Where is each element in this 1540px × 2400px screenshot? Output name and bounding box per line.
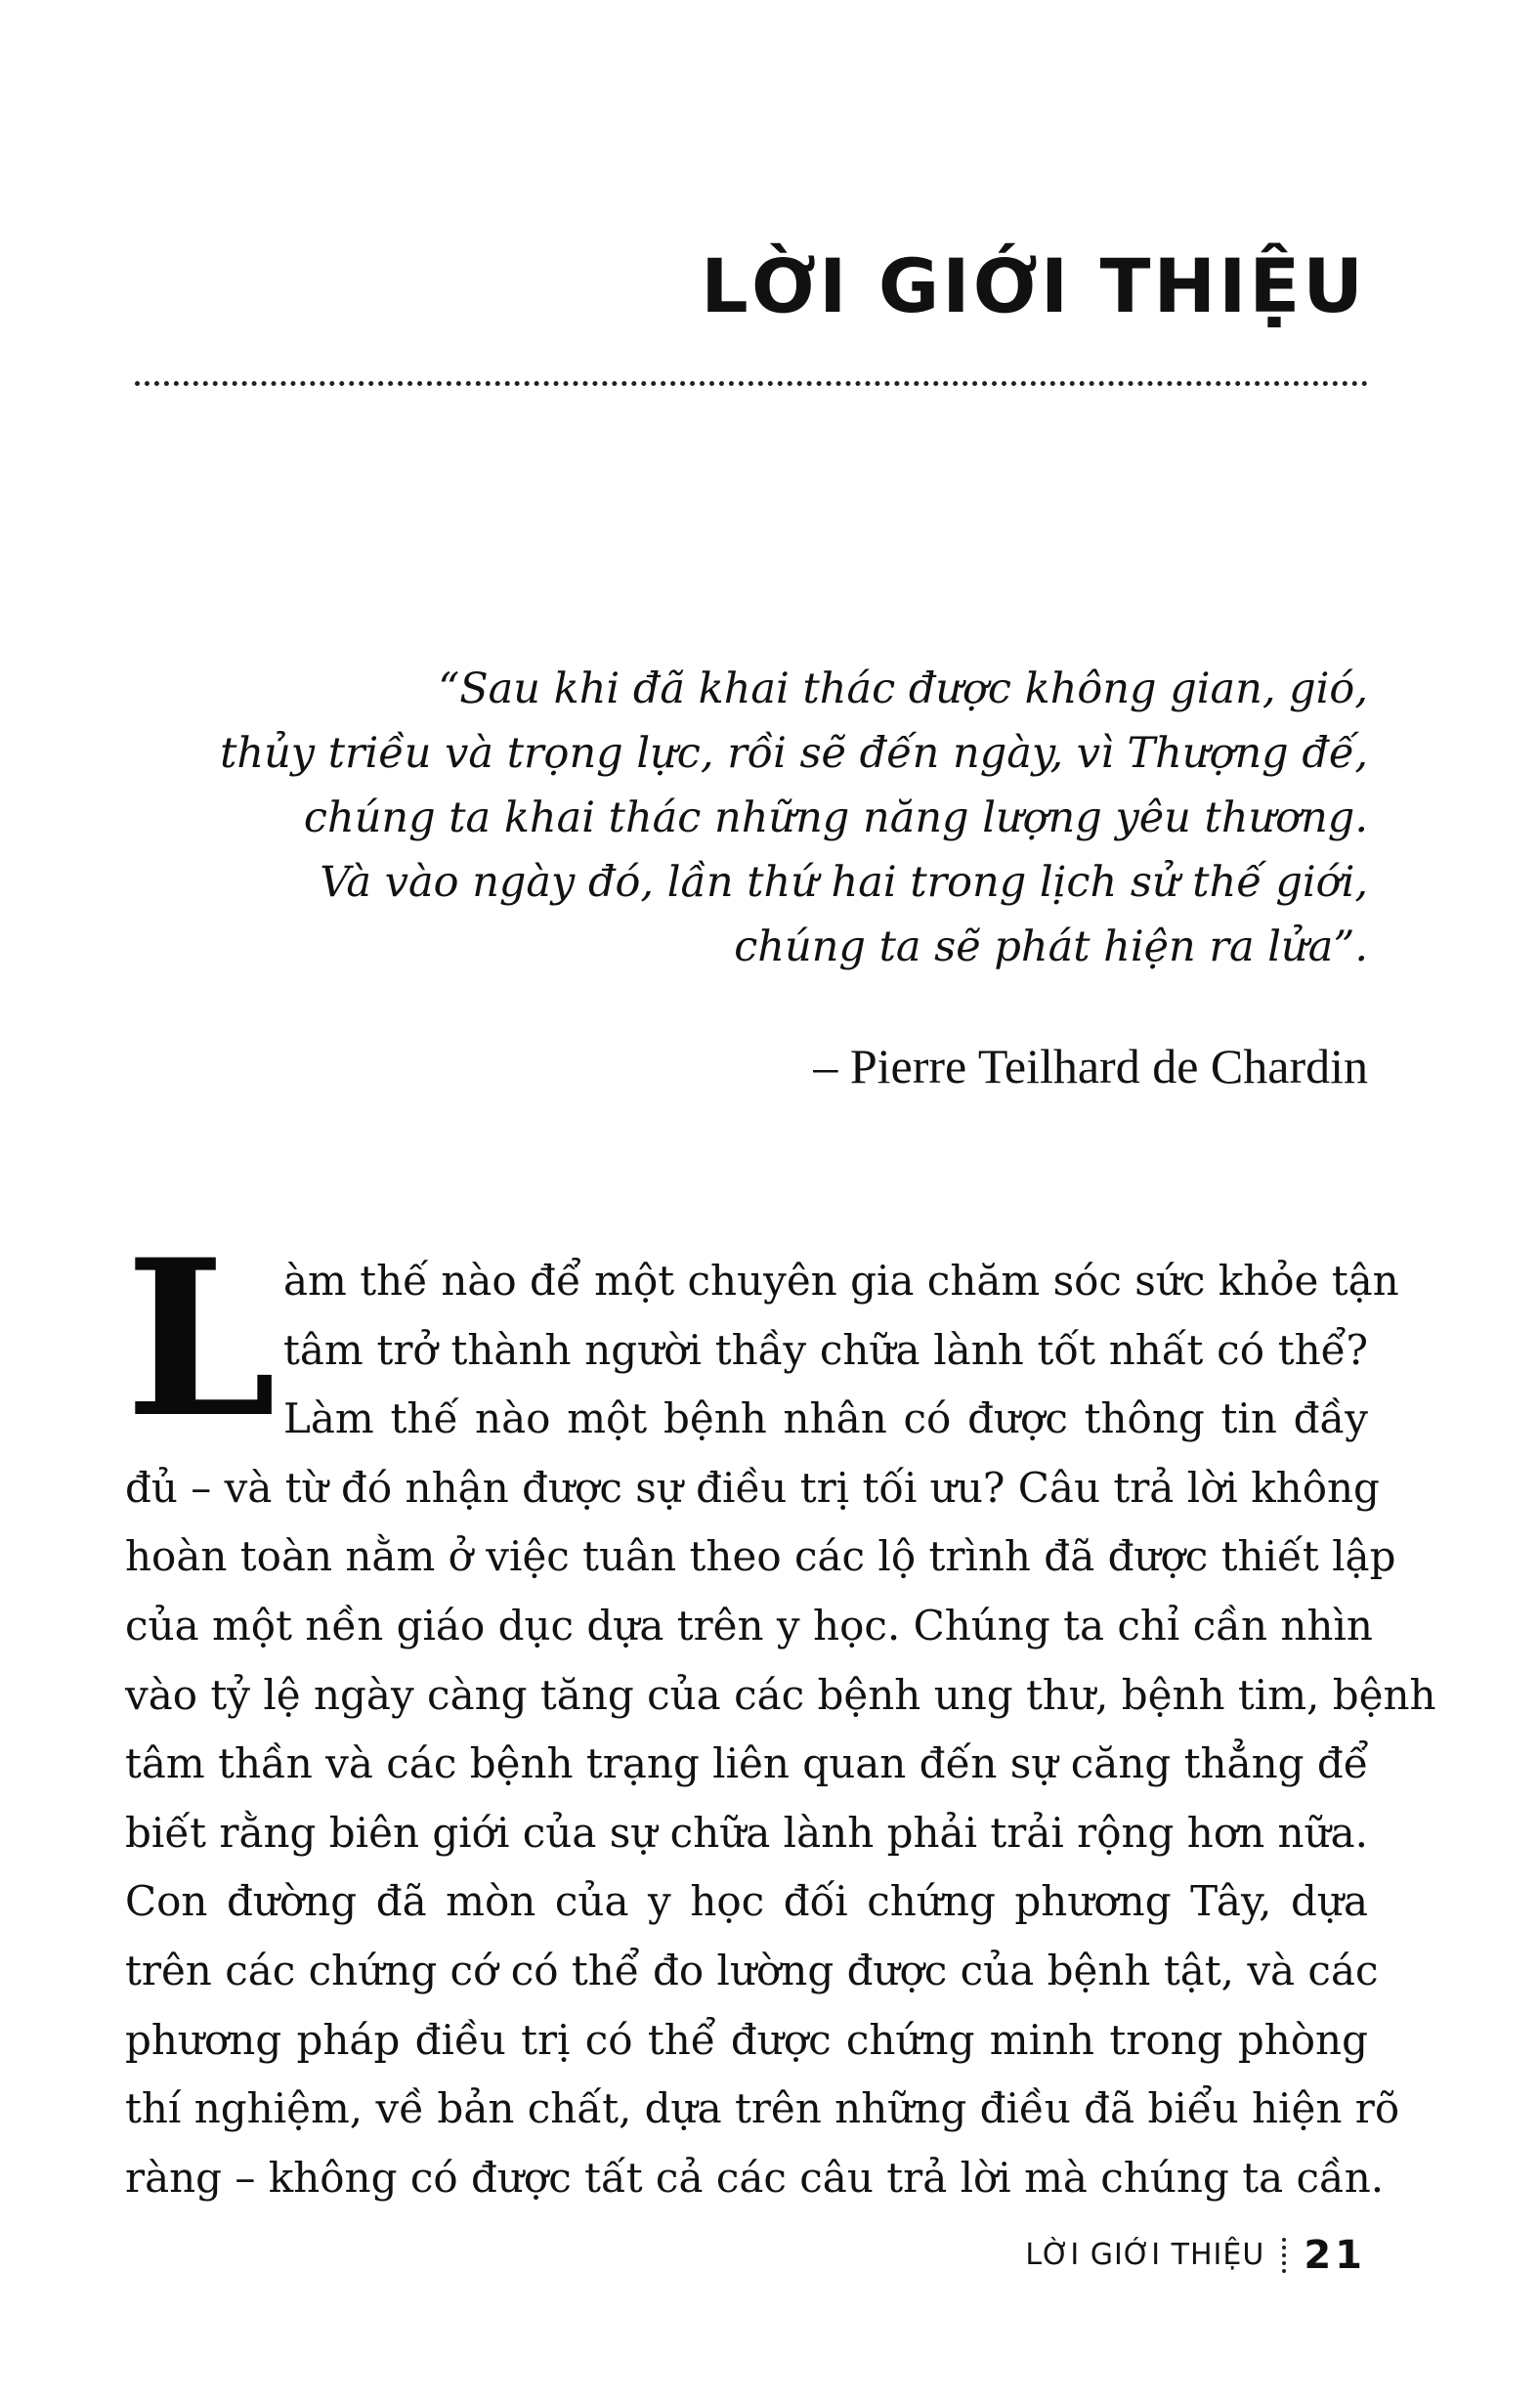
body-line: biết rằng biên giới của sự chữa lành phải trải rộng hơn nữa. bbox=[125, 1808, 1369, 1857]
epigraph-line: chúng ta khai thác những năng lượng yêu thương. bbox=[303, 793, 1368, 842]
page-footer bbox=[879, 2233, 1366, 2278]
epigraph-line: “Sau khi đã khai thác được không gian, gió, bbox=[438, 664, 1368, 713]
epigraph-line: thủy triều và trọng lực, rồi sẽ đến ngày, vì Thượng đế, bbox=[220, 729, 1368, 778]
body-paragraph bbox=[125, 1247, 1436, 2212]
body-line: của một nền giáo dục dựa trên y học. Chúng ta chỉ cần nhìn bbox=[125, 1601, 1373, 1650]
body-line: hoàn toàn nằm ở việc tuân theo các lộ trình đã được thiết lập bbox=[125, 1532, 1396, 1581]
title-dotted-rule bbox=[135, 381, 1368, 386]
running-title: LỜI GIỚI THIỆU bbox=[1025, 2238, 1265, 2272]
epigraph-attribution: – Pierre Teilhard de Chardin bbox=[813, 1039, 1368, 1093]
epigraph-line: Và vào ngày đó, lần thứ hai trong lịch sử thế giới, bbox=[320, 858, 1368, 907]
body-line: tâm thần và các bệnh trạng liên quan đến sự căng thẳng để bbox=[125, 1739, 1369, 1788]
epigraph-line: chúng ta sẽ phát hiện ra lửa”. bbox=[734, 922, 1368, 971]
body-line: vào tỷ lệ ngày càng tăng của các bệnh ung thư, bệnh tim, bệnh bbox=[125, 1670, 1436, 1719]
body-line: àm thế nào để một chuyên gia chăm sóc sức khỏe tận bbox=[283, 1257, 1399, 1305]
body-line: đủ – và từ đó nhận được sự điều trị tối ưu? Câu trả lời không bbox=[125, 1463, 1380, 1512]
chapter-title: LỜI GIỚI THIỆU bbox=[701, 242, 1366, 329]
body-line: trên các chứng cớ có thể đo lường được của bệnh tật, và các bbox=[125, 1946, 1379, 1994]
body-line: tâm trở thành người thầy chữa lành tốt nhất có thể? bbox=[283, 1325, 1368, 1374]
body-line: Làm thế nào một bệnh nhân có được thông tin đầy bbox=[283, 1394, 1368, 1443]
body-line: thí nghiệm, về bản chất, dựa trên những điều đã biểu hiện rõ bbox=[125, 2084, 1400, 2133]
page-number: 21 bbox=[1304, 2233, 1366, 2278]
footer-dotted-separator bbox=[1282, 2238, 1286, 2273]
body-line: ràng – không có được tất cả các câu trả lời mà chúng ta cần. bbox=[125, 2153, 1385, 2202]
drop-cap: L bbox=[125, 1212, 277, 1465]
body-line: phương pháp điều trị có thể được chứng minh trong phòng bbox=[125, 2015, 1368, 2064]
body-line: Con đường đã mòn của y học đối chứng phương Tây, dựa bbox=[125, 1877, 1368, 1926]
epigraph-quote bbox=[195, 657, 1368, 979]
